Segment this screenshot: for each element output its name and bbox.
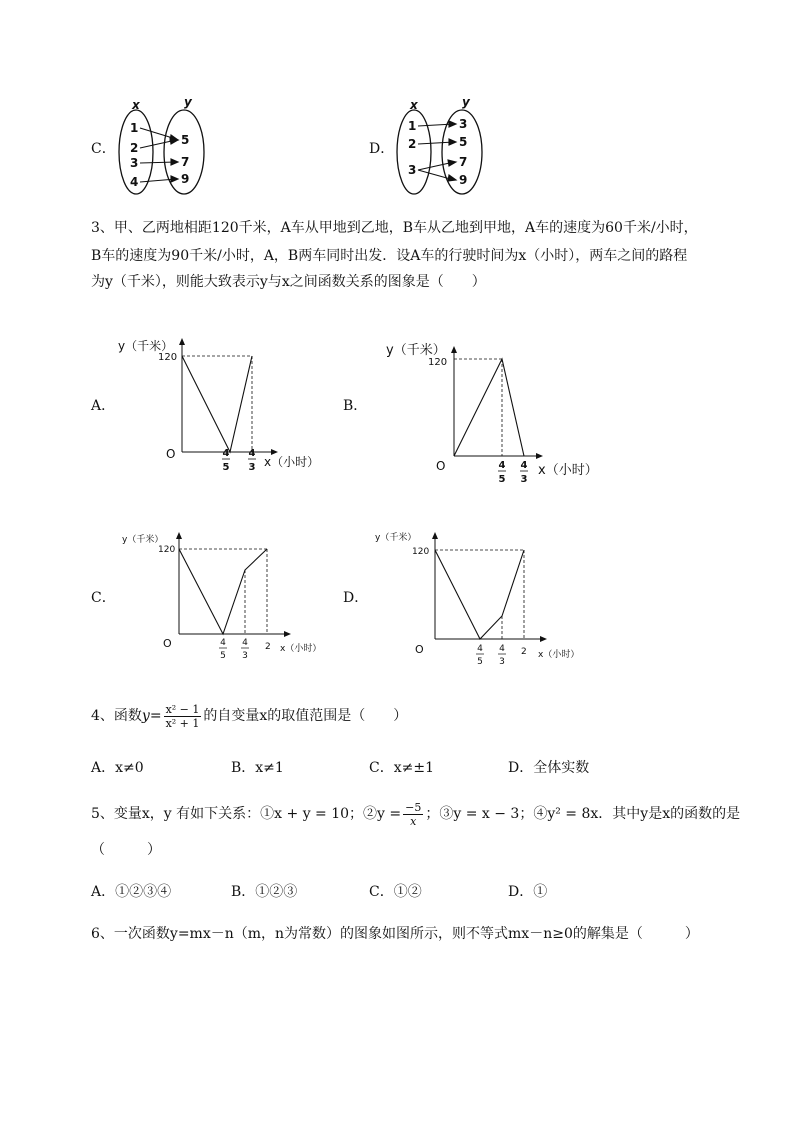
q4-option-d: D．全体实数 bbox=[508, 760, 590, 776]
q2-mapping-diagram-d bbox=[390, 94, 490, 198]
q3-option-d-label: D． bbox=[343, 590, 369, 606]
y-tick-120: 120 bbox=[158, 352, 178, 363]
origin-label: O bbox=[436, 459, 446, 473]
q3-graph-b bbox=[380, 334, 610, 490]
x-axis-label: x（小时） bbox=[264, 455, 320, 469]
q5-option-d: D．① bbox=[508, 884, 548, 900]
y-axis-arrow bbox=[432, 532, 438, 539]
origin-label: O bbox=[166, 447, 176, 461]
q5-line1-b: ；③y = x − 3；④y² = 8x．其中y是x的函数的是 bbox=[425, 806, 741, 822]
x-tick-num: 4 bbox=[222, 448, 230, 459]
q2-option-d-label: D． bbox=[369, 141, 395, 157]
y-set-header: y bbox=[462, 95, 470, 109]
y-element: 7 bbox=[181, 155, 190, 169]
x-tick-num: 4 bbox=[499, 644, 505, 654]
x-tick-den: 5 bbox=[498, 474, 506, 485]
q4-option-c: C．x≠±1 bbox=[369, 760, 434, 776]
q5-line-2: （ ） bbox=[91, 842, 161, 858]
y-element: 5 bbox=[459, 135, 468, 149]
x-tick-den: 3 bbox=[248, 462, 256, 473]
x-tick-den: 5 bbox=[220, 651, 226, 661]
y-axis-label: y（千米） bbox=[118, 339, 174, 353]
x-tick-num: 4 bbox=[498, 460, 506, 471]
q3-graph-c bbox=[110, 528, 340, 668]
q3-graph-a bbox=[110, 328, 340, 484]
x-axis-arrow bbox=[540, 636, 547, 642]
q4-option-b: B．x≠1 bbox=[231, 760, 284, 776]
x-axis-arrow bbox=[536, 453, 543, 459]
x-element: 1 bbox=[408, 119, 417, 133]
x-tick-den: 5 bbox=[477, 657, 483, 667]
q3-option-c-label: C． bbox=[91, 590, 116, 606]
y-set-header: y bbox=[184, 95, 192, 109]
q5-option-c: C．①② bbox=[369, 884, 422, 900]
x-tick-2: 2 bbox=[521, 647, 527, 657]
graph-line bbox=[179, 549, 267, 634]
q3-line-3: 为y（千米），则能大致表示y与x之间函数关系的图象是（ ） bbox=[91, 274, 486, 290]
y-tick-120: 120 bbox=[428, 357, 448, 368]
graph-line bbox=[454, 359, 524, 456]
x-tick-den: 3 bbox=[520, 474, 528, 485]
x-tick-num: 4 bbox=[242, 638, 248, 648]
q2-mapping-diagram-c bbox=[112, 94, 212, 198]
x-tick-num: 4 bbox=[520, 460, 528, 471]
q3-option-b-label: B． bbox=[343, 398, 368, 414]
x-tick-num: 4 bbox=[220, 638, 226, 648]
x-element: 2 bbox=[130, 141, 139, 155]
q5-line1-a: 5、变量x，y 有如下关系：①x + y = 10；②y = bbox=[91, 806, 402, 822]
q3-line-2: B车的速度为90千米/小时，A，B两车同时出发．设A车的行驶时间为x（小时），两车之间的路程 bbox=[91, 248, 688, 264]
y-axis-label: y（千米） bbox=[122, 535, 164, 545]
y-tick-120: 120 bbox=[412, 547, 430, 557]
q4-numerator: x² − 1 bbox=[165, 702, 200, 716]
x-element: 2 bbox=[408, 137, 417, 151]
q3-line-1: 3、甲、乙两地相距120千米，A车从甲地到乙地，B车从乙地到甲地，A车的速度为60千米/小时， bbox=[91, 220, 698, 236]
x-element: 1 bbox=[130, 121, 139, 135]
q4-fraction bbox=[164, 703, 202, 730]
x-tick-den: 3 bbox=[242, 651, 248, 661]
x-element: 3 bbox=[408, 163, 417, 177]
origin-label: O bbox=[415, 643, 424, 656]
x-axis-label: x（小时） bbox=[538, 463, 598, 478]
x-tick-num: 4 bbox=[477, 644, 483, 654]
graph-line bbox=[435, 550, 524, 639]
x-tick-den: 3 bbox=[499, 657, 505, 667]
y-axis-arrow bbox=[179, 338, 185, 345]
q2-option-c-label: C． bbox=[91, 141, 116, 157]
x-set-header: x bbox=[410, 98, 418, 112]
x-tick-den: 5 bbox=[222, 462, 230, 473]
y-axis-label: y（千米） bbox=[386, 343, 446, 358]
y-element: 3 bbox=[459, 117, 468, 131]
x-element: 4 bbox=[130, 175, 139, 189]
q5-frac-den: x bbox=[410, 814, 417, 828]
graph-line bbox=[182, 356, 252, 452]
mapping-arrows bbox=[140, 128, 178, 182]
y-element: 9 bbox=[181, 172, 190, 186]
q3-graph-d bbox=[372, 526, 602, 668]
q4-suffix: 的自变量x的取值范围是（ ） bbox=[203, 708, 408, 724]
x-axis-arrow bbox=[284, 631, 291, 637]
mapping-arrows bbox=[418, 121, 456, 181]
q4-option-a: A．x≠0 bbox=[91, 760, 144, 776]
q3-option-a-label: A． bbox=[91, 398, 116, 414]
y-element: 9 bbox=[459, 173, 468, 187]
y-axis-arrow bbox=[451, 346, 457, 353]
y-axis-arrow bbox=[176, 532, 182, 539]
x-element: 3 bbox=[130, 156, 139, 170]
q4-denominator: x² + 1 bbox=[165, 716, 200, 730]
q5-fraction bbox=[403, 801, 423, 828]
q5-option-a: A．①②③④ bbox=[91, 884, 172, 900]
y-axis-label: y（千米） bbox=[375, 533, 417, 543]
y-tick-120: 120 bbox=[158, 545, 176, 555]
q5-option-b: B．①②③ bbox=[231, 884, 298, 900]
x-axis-label: x（小时） bbox=[280, 644, 322, 654]
y-element: 5 bbox=[181, 133, 190, 147]
q4-stem bbox=[91, 702, 407, 730]
q4-prefix: 4、函数 bbox=[91, 708, 142, 724]
q5-stem bbox=[91, 800, 740, 828]
x-set-header: x bbox=[132, 98, 140, 112]
x-tick-2: 2 bbox=[265, 642, 271, 652]
q6-stem: 6、一次函数y=mx－n（m，n为常数）的图象如图所示，则不等式mx－n≥0的解集是（ ） bbox=[91, 926, 699, 942]
y-element: 7 bbox=[459, 155, 468, 169]
origin-label: O bbox=[163, 637, 172, 650]
q5-frac-num: −5 bbox=[405, 800, 422, 814]
q4-func-lhs: y= bbox=[141, 708, 162, 724]
x-axis-label: x（小时） bbox=[538, 650, 580, 660]
x-tick-num: 4 bbox=[248, 448, 256, 459]
